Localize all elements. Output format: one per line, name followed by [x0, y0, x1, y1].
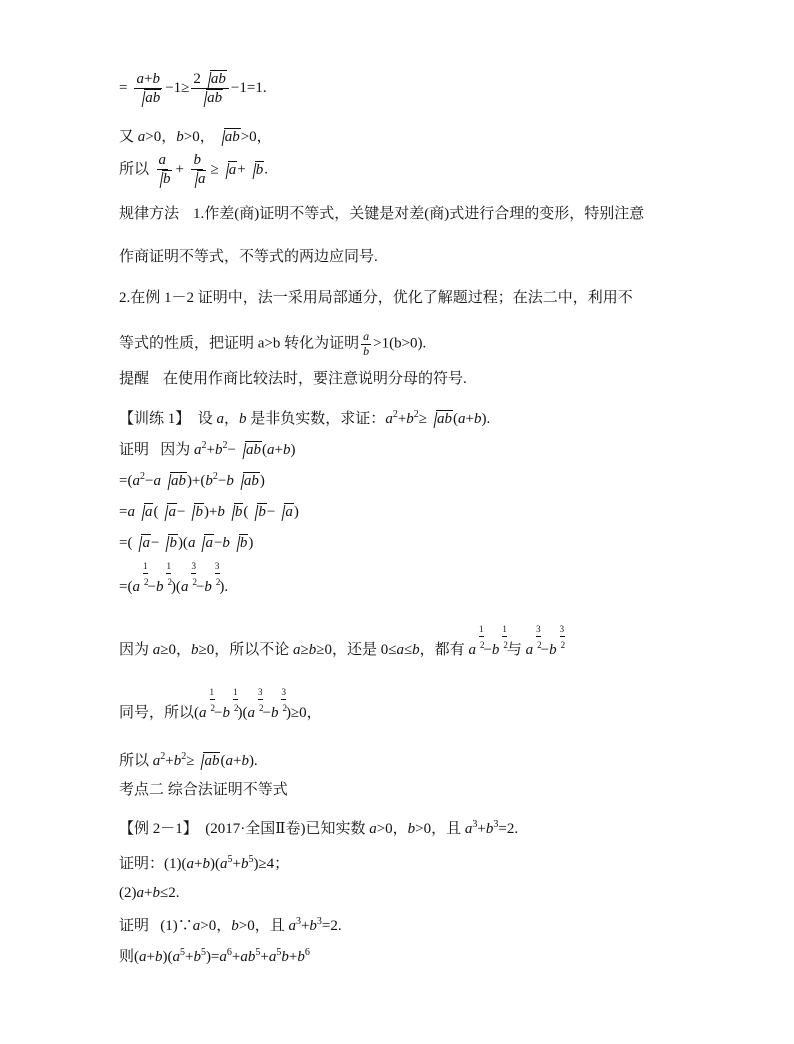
law-label: 规律方法 — [119, 206, 180, 222]
proof-line-1: 证明 因为 $a^2+b^2- ab(a+b)$ — [119, 440, 296, 458]
proof-line-5: =(a $\frac{1}{2}$ −b $\frac{1}{2}$ )(a $\frac{3}{2}$ −b $\frac{3}{2}$ ). — [119, 561, 229, 595]
solution-label: 证明 — [119, 918, 150, 934]
example-label: 【例 2－1】 — [119, 821, 198, 837]
proof-label: 证明 — [119, 442, 150, 458]
tip-label: 提醒 — [119, 371, 150, 387]
eq-line-3: 所以 $\frac{a}{b}$ + $\frac{b}{a}$ ≥ a+ b. — [119, 152, 268, 188]
tip-line: 提醒 在使用作商比较法时，要注意说明分母的符号. — [119, 371, 467, 387]
example-2-1: 【例 2－1】 (2017·全国Ⅱ卷)已知实数 a>0，b>0，且 $a^3+b^3=2$. — [119, 819, 519, 837]
proof-line-6: 因为 a≥0，b≥0，所以不论 a≥b≥0，还是 0≤a≤b，都有 a $\frac{1}{2}$ −b $\frac{1}{2}$ 与 a $\frac{3}{2}$ −b $\frac{3}{2}$ — [119, 624, 566, 658]
example-question-2: (2)a+b≤2. — [119, 885, 180, 901]
law-method-line-3: 2.在例 1－2 证明中，法一采用局部通分，优化了解题过程；在法二中，利用不 — [119, 290, 633, 306]
proof-line-4: =( a− b)(a a−b b) — [119, 535, 254, 551]
law-method-line-1: 规律方法 1.作差(商)证明不等式，关键是对差(商)式进行合理的变形，特别注意 — [119, 206, 645, 222]
proof-line-2: $=(a^2-a$ $ab)+(b^2-b$ ab) — [119, 471, 265, 489]
training-1: 【训练 1】 设 a，b 是非负实数，求证：$a^2+b^2\ge ab(a+b)$. — [119, 409, 491, 427]
proof-line-7: 同号，所以(a $\frac{1}{2}$ −b $\frac{1}{2}$ )(a $\frac{3}{2}$ −b $\frac{3}{2}$ )≥0， — [119, 687, 322, 721]
proof-line-3: =a a( a− b)+b b( b− a) — [119, 504, 299, 520]
proof-line-8: 所以 $a^2+b^2\ge ab(a+b)$. — [119, 751, 258, 769]
solution-line-1: 证明 (1)∵a>0，b>0，且 $a^3+b^3=2$. — [119, 916, 342, 934]
training-label: 【训练 1】 — [119, 411, 191, 427]
law-method-line-4: 等式的性质，把证明 a>b 转化为证明 $\frac{a}{b}$ >1(b>0). — [119, 329, 427, 358]
eq-line-1: = $\frac{a+b}{ab}$ −1≥ $\frac{2 ab}{ab}$ −1=1. — [119, 70, 267, 107]
law-method-line-2: 作商证明不等式，不等式的两边应同号. — [119, 249, 378, 265]
section-heading: 考点二 综合法证明不等式 — [119, 782, 288, 798]
example-question-1: 证明：$(1)(a+b)(a^5+b^5)\ge 4$； — [119, 854, 290, 872]
eq-line-2: 又 a>0，b>0， ab>0， — [119, 129, 272, 145]
solution-line-2: 则$(a+b)(a^5+b^5)=a^6+ab^5+a^5b+b^6$ — [119, 947, 310, 965]
